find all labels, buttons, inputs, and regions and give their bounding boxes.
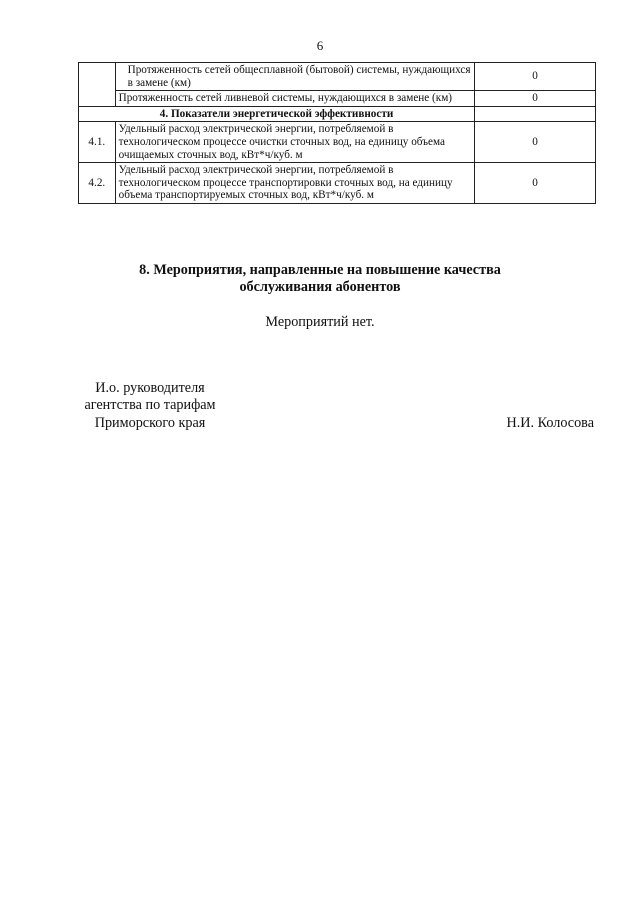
signer-position-line-1: И.о. руководителя xyxy=(95,380,205,396)
table-row xyxy=(79,91,596,107)
section-title-cell: 4. Показатели энергетической эффективности xyxy=(79,106,475,122)
signer-position-line-2: агентства по тарифам xyxy=(84,397,216,414)
row-description-cell: Протяженность сетей ливневой системы, нуждающихся в замене (км) xyxy=(115,91,474,107)
row-value-cell: 0 xyxy=(475,63,596,91)
section-heading-line-1: 8. Мероприятия, направленные на повышение качества xyxy=(139,262,501,278)
row-description-cell: Удельный расход электрической энергии, потребляемой в технологическом процессе транспортировки сточных вод, на единицу объема транспортируемых сточных вод, кВт*ч/куб. м xyxy=(115,163,474,204)
section-row xyxy=(79,106,596,122)
row-description-cell: Протяженность сетей общесплавной (бытовой) системы, нуждающихся в замене (км) xyxy=(115,63,474,91)
table-row xyxy=(79,63,596,91)
row-number-cell: 4.2. xyxy=(79,163,116,204)
row-value-cell: 0 xyxy=(475,163,596,204)
table-row xyxy=(79,163,596,204)
no-events-text: Мероприятий нет. xyxy=(265,314,375,330)
table-row xyxy=(79,122,596,163)
section-heading xyxy=(0,262,640,296)
page-number: 6 xyxy=(316,38,324,53)
row-description-cell: Удельный расход электрической энергии, потребляемой в технологическом процессе очистки сточных вод, на единицу объема очищаемых сточных вод, кВт*ч/куб. м xyxy=(115,122,474,163)
row-number-cell xyxy=(79,63,116,107)
row-value-cell: 0 xyxy=(475,122,596,163)
signer-position xyxy=(70,380,230,432)
indicators-table xyxy=(78,62,596,204)
section-value-cell xyxy=(475,106,596,122)
row-value-cell: 0 xyxy=(475,91,596,107)
row-number-cell: 4.1. xyxy=(79,122,116,163)
section-heading-line-2: обслуживания абонентов xyxy=(239,279,401,295)
signer-name: Н.И. Колосова xyxy=(506,415,594,431)
signer-position-line-3: Приморского края xyxy=(94,414,206,431)
